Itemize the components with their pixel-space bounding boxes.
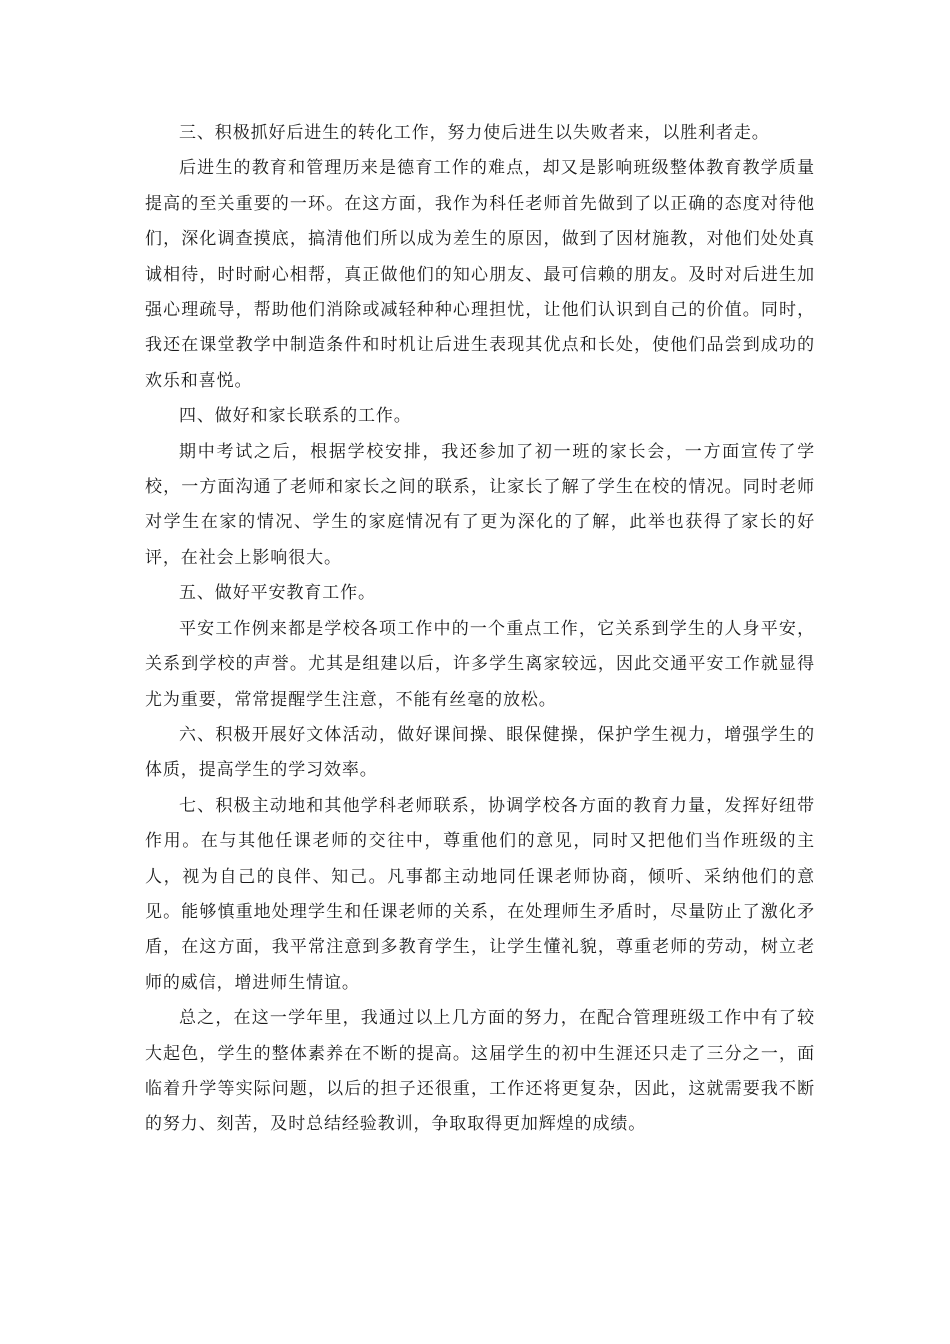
section-heading-4: 四、做好和家长联系的工作。 bbox=[179, 406, 412, 427]
paragraph-underachievers: 后进生的教育和管理历来是德育工作的难点，却又是影响班级整体教育教学质量提高的至关重要的一环。在这方面，我作为科任老师首先做到了以正确的态度对待他们，深化调查摸底，搞清他们所以成为差生的原因，做到了因材施教，对他们处处真诚相待，时时耐心相帮，真正做他们的知心朋友、最可信赖的朋友。及时对后进生加强心理疏导，帮助他们消除或减轻种种心理担忧，让他们认识到自己的价值。同时，我还在课堂教学中制造条件和时机让后进生表现其优点和长处，使他们品尝到成功的欢乐和喜悦。 bbox=[145, 158, 815, 391]
section-heading-6: 六、积极开展好文体活动，做好课间操、眼保健操，保护学生视力，增强学生的体质，提高学生的学习效率。 bbox=[145, 724, 815, 781]
document-body bbox=[145, 116, 815, 1143]
section-heading-7: 七、积极主动地和其他学科老师联系，协调学校各方面的教育力量，发挥好纽带作用。在与其他任课老师的交往中，尊重他们的意见，同时又把他们当作班级的主人，视为自己的良伴、知己。凡事都主动地同任课老师协商，倾听、采纳他们的意见。能够慎重地处理学生和任课老师的关系，在处理师生矛盾时，尽量防止了激化矛盾，在这方面，我平常注意到多教育学生，让学生懂礼貌，尊重老师的劳动，树立老师的威信，增进师生情谊。 bbox=[145, 795, 815, 993]
paragraph-parents: 期中考试之后，根据学校安排，我还参加了初一班的家长会，一方面宣传了学校，一方面沟通了老师和家长之间的联系，让家长了解了学生在校的情况。同时老师对学生在家的情况、学生的家庭情况有了更为深化的了解，此举也获得了家长的好评，在社会上影响很大。 bbox=[145, 441, 815, 568]
section-heading-5: 五、做好平安教育工作。 bbox=[179, 583, 376, 604]
section-heading-3: 三、积极抓好后进生的转化工作，努力使后进生以失败者来，以胜利者走。 bbox=[179, 123, 770, 143]
paragraph-summary: 总之，在这一学年里，我通过以上几方面的努力，在配合管理班级工作中有了较大起色，学生的整体素养在不断的提高。这届学生的初中生涯还只走了三分之一，面临着升学等实际问题，以后的担子还很重，工作还将更复杂，因此，这就需要我不断的努力、刻苦，及时总结经验教训，争取取得更加辉煌的成绩。 bbox=[145, 1008, 815, 1135]
paragraph-safety: 平安工作例来都是学校各项工作中的一个重点工作，它关系到学生的人身平安，关系到学校的声誉。尤其是组建以后，许多学生离家较远，因此交通平安工作就显得尤为重要，常常提醒学生注意，不能有丝毫的放松。 bbox=[145, 618, 815, 710]
